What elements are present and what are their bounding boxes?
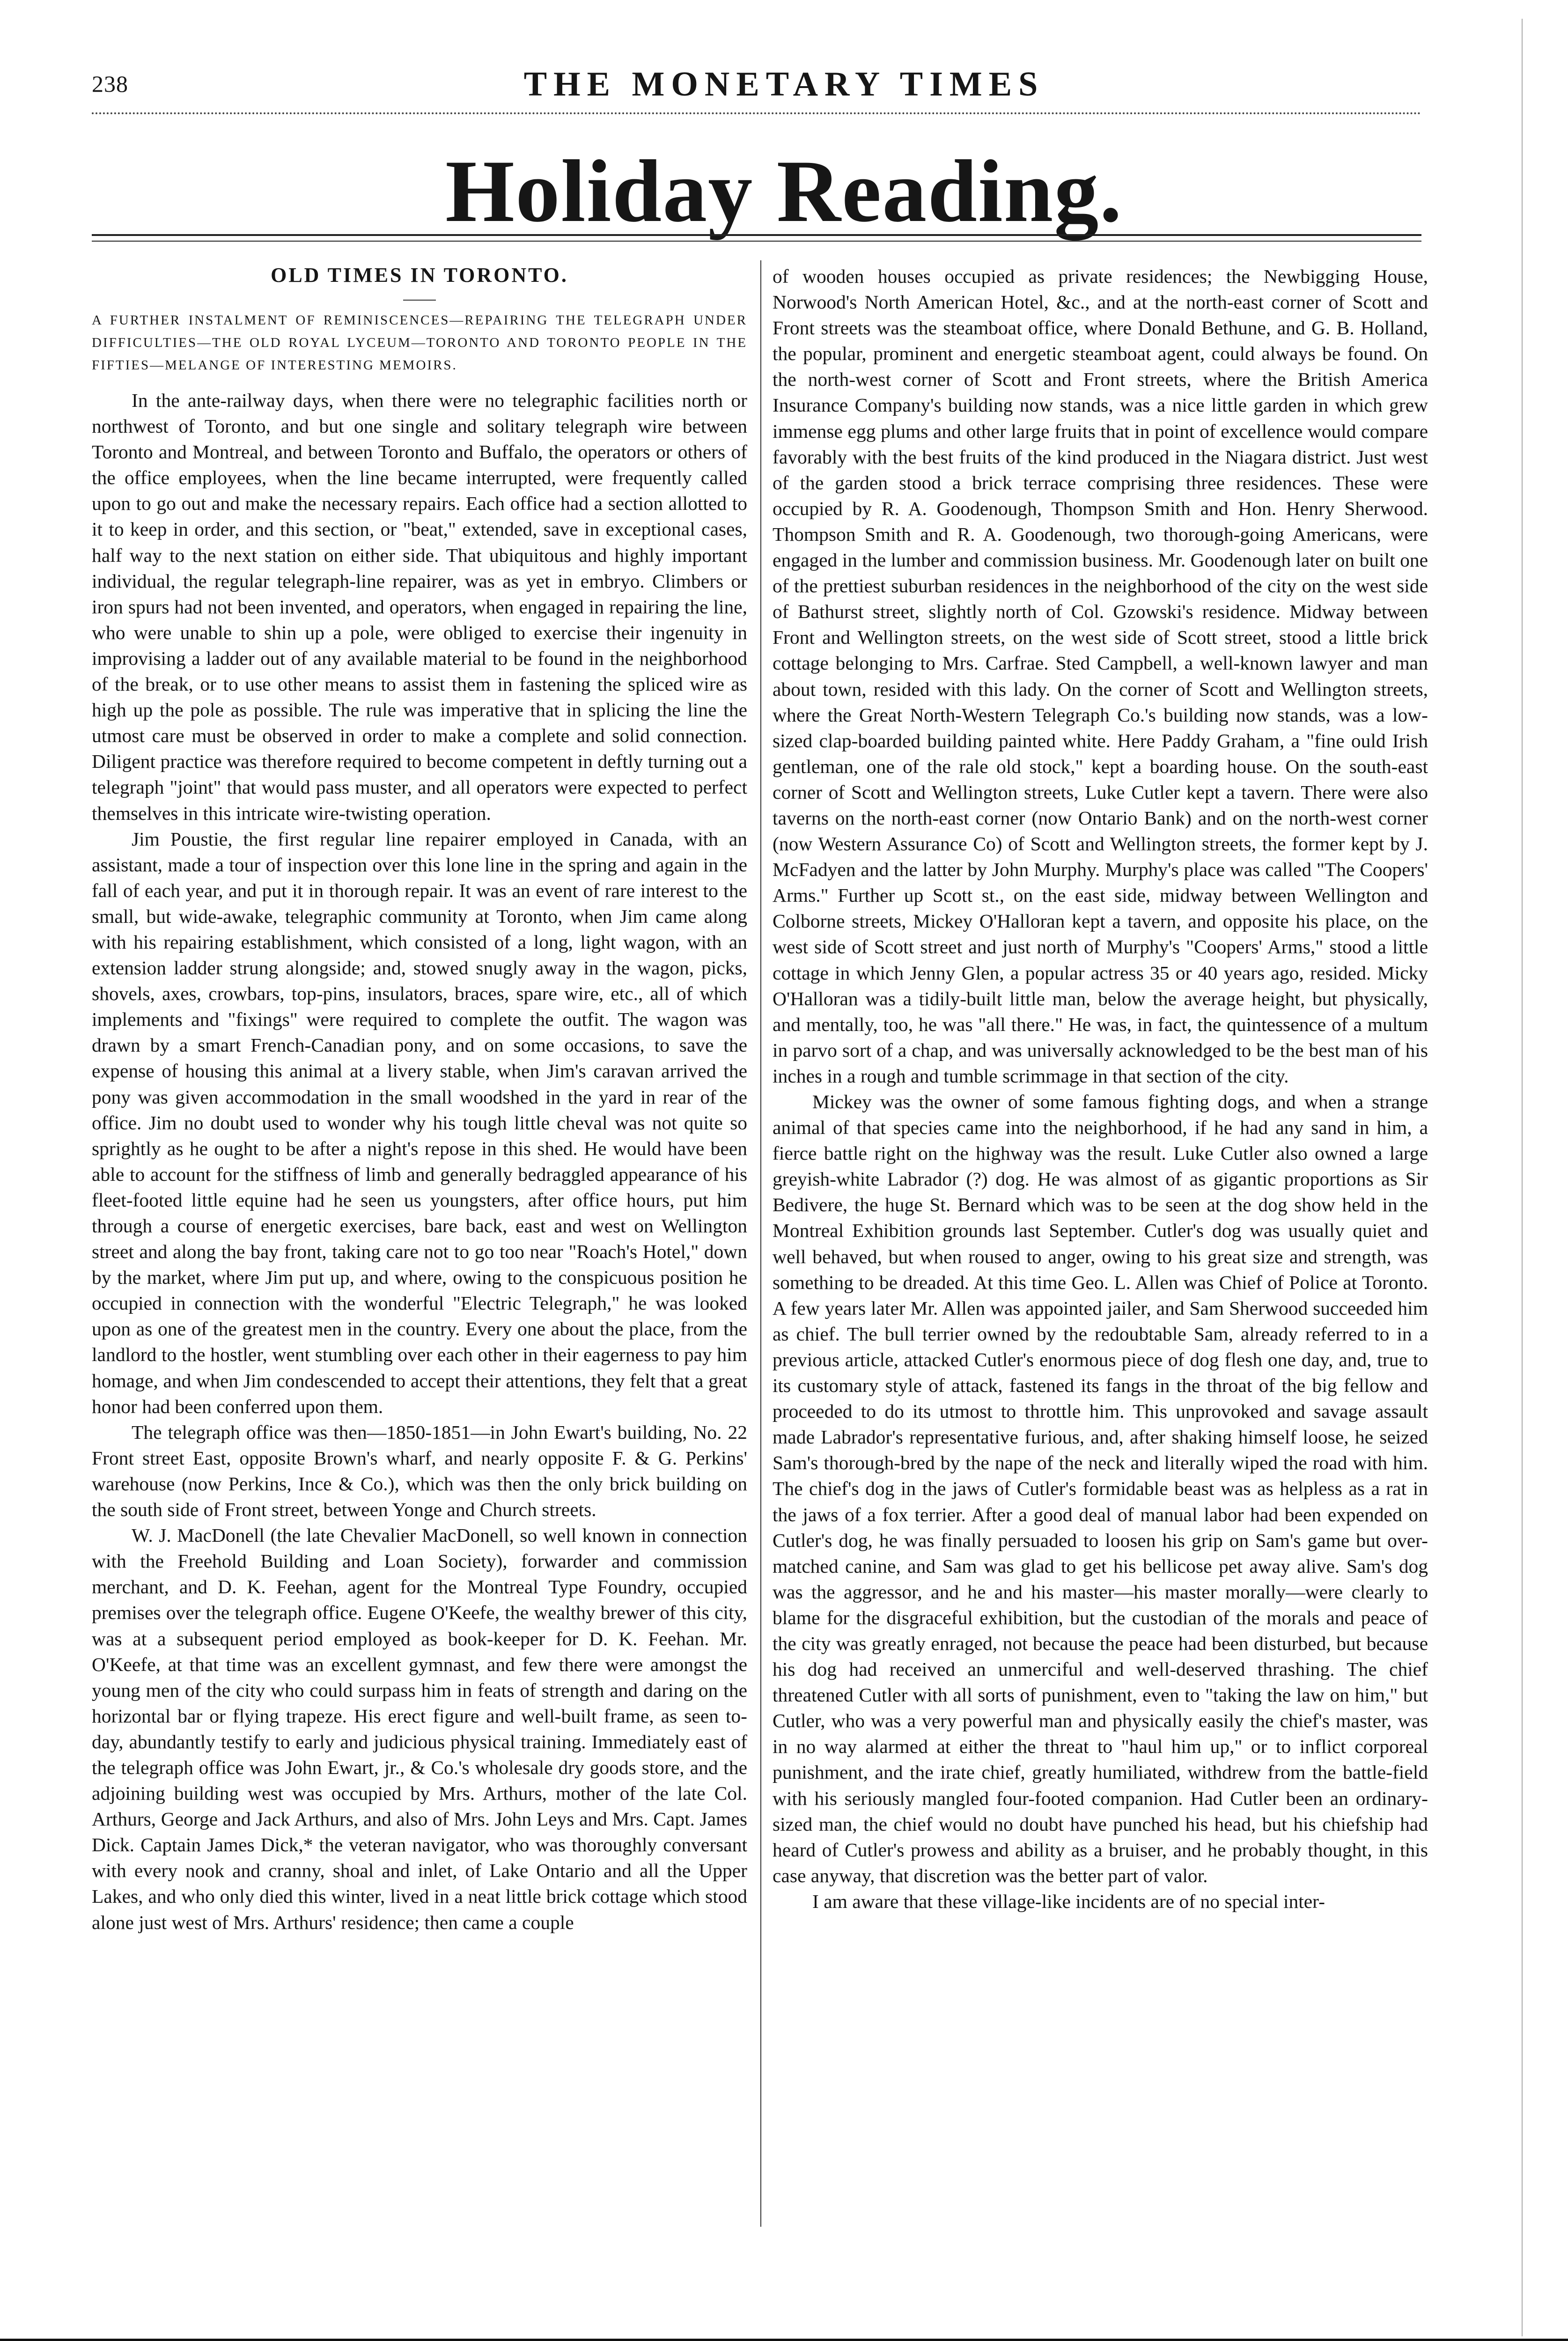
scan-border	[0, 2339, 1568, 2341]
paragraph: Jim Poustie, the first regular line repairer employed in Canada, with an assistant, made a tour of inspection over this lone line in the spring and again in the fall of each year, and put it in thorough repair. It was an event of rare interest to the small, but wide-awake, telegraphic community at Toronto, when Jim came along with his repairing establishment, which consisted of a long, light wagon, with an extension ladder strung alongside; and, stowed snugly away in the wagon, picks, shovels, axes, crowbars, top-pins, insulators, braces, spare wire, etc., all of which implements and "fixings" were required to complete the outfit. The wagon was drawn by a smart French-Canadian pony, and on some occasions, to save the expense of housing this animal at a livery stable, when Jim's caravan arrived the pony was given accommodation in the small woodshed in the yard in rear of the office. Jim no doubt used to wonder why his tough little cheval was not quite so sprightly as he ought to be after a night's repose in this shed. He would have been able to account for the stiffness of limb and generally bedraggled appearance of his fleet-footed little equine had he seen us youngsters, after office hours, put him through a course of energetic exercises, bare back, east and west on Wellington street and along the bay front, taking care not to go too near "Roach's Hotel," down by the market, where Jim put up, and where, owing to the conspicuous position he occupied in connection with the wonderful "Electric Telegraph," he was looked upon as one of the greatest men in the country. Every one about the place, from the landlord to the hostler, went stumbling over each other in their eagerness to pay him homage, and when Jim condescended to accept their attentions, they felt that a great honor had been conferred upon them.	[92, 828, 747, 1417]
paragraph: I am aware that these village-like incidents are of no special inter-	[812, 1890, 1325, 1912]
article-deck: A FURTHER INSTALMENT OF REMINISCENCES—REPAIRING THE TELEGRAPH UNDER DIFFICULTIES—THE OLD ROYAL LYCEUM—TORONTO AND TORONTO PEOPLE IN THE FIFTIES—MELANGE OF INTERESTING MEMOIRS.	[92, 313, 747, 373]
headline-rule	[92, 234, 1421, 242]
title-rule	[403, 300, 436, 301]
paragraph: The telegraph office was then—1850-1851—in John Ewart's building, No. 22 Front street East, opposite Brown's wharf, and nearly opposite F. & G. Perkins' warehouse (now Perkins, Ince & Co.), which was then the only brick building on the south side of Front street, between Yonge and Church streets.	[92, 1421, 747, 1521]
publication-title: THE MONETARY TIMES	[523, 65, 1045, 103]
paragraph: Mickey was the owner of some famous fighting dogs, and when a strange animal of that species came into the neighborhood, if he had any sand in him, a fierce battle right on the highway was the result. Luke Cutler also owned a large greyish-white Labrador (?) dog. He was almost of as gigantic proportions as Sir Bedivere, the huge St. Bernard which was to be seen at the dog show held in the Montreal Exhibition grounds last September. Cutler's dog was usually quiet and well behaved, but when roused to anger, owing to his great size and strength, was something to be dreaded. At this time Geo. L. Allen was Chief of Police at Toronto. A few years later Mr. Allen was appointed jailer, and Sam Sherwood succeeded him as chief. The bull terrier owned by the redoubtable Sam, already referred to in a previous article, attacked Cutler's enormous piece of dog flesh one day, and, true to its customary style of attack, fastened its fangs in the throat of the big fellow and proceeded to do its utmost to throttle him. This unprovoked and savage assault made Labrador's representative furious, and, after shaking himself loose, he seized Sam's thorough-bred by the nape of the neck and literally wiped the road with him. The chief's dog in the jaws of Cutler's formidable beast was as helpless as a rat in the jaws of a fox terrier. After a good deal of manual labor had been expended on Cutler's dog, he was finally persuaded to loosen his grip on Sam's game but over-matched canine, and Sam was glad to get his bellicose pet away alive. Sam's dog was the aggressor, and he and his master—his master morally—were clearly to blame for the disgraceful exhibition, but the custodian of the morals and peace of the city was greatly enraged, not because the peace had been disturbed, but because his dog had received an unmerciful and well-deserved thrashing. The chief threatened Cutler with all sorts of punishment, even to "taking the law on him," but Cutler, who was a very powerful man and physically easily the chief's master, was in no way alarmed at either the threat to "haul him up," or to inflict corporeal punishment, and the irate chief, greatly humiliated, withdrew from the battle-field with his seriously mangled four-footed companion. Had Cutler been an ordinary-sized man, the chief would no doubt have punched his head, but his chiefship had heard of Cutler's prowess and ability as a bruiser, and he probably thought, in this case anyway, that discretion was the better part of valor.	[773, 1091, 1428, 1886]
paragraph: In the ante-railway days, when there were no telegraphic facilities north or northwest of Toronto, and but one single and solitary telegraph wire between Toronto and Montreal, and between Toronto and Buffalo, the operators or others of the office employees, when the line became interrupted, were frequently called upon to go out and make the necessary repairs. Each office had a section allotted to it to keep in order, and this section, or "beat," extended, save in exceptional cases, half way to the next station on either side. That ubiquitous and highly important individual, the regular telegraph-line repairer, was as yet in embryo. Climbers or iron spurs had not been invented, and operators, when engaged in repairing the line, who were unable to shin up a pole, were obliged to exercise their ingenuity in improvising a ladder out of any available material to be found in the neighborhood of the break, or to use other means to assist them in fastening the spliced wire as high up the pole as possible. The rule was imperative that in splicing the line the utmost care must be observed in order to make a complete and solid connection. Diligent practice was therefore required to become competent in deftly turning out a telegraph "joint" that would pass muster, and all operators were expected to perfect themselves in this intricate wire-twisting operation.	[92, 390, 747, 824]
column-divider	[760, 260, 761, 2227]
article-title: OLD TIMES IN TORONTO.	[271, 264, 568, 287]
section-headline: Holiday Reading.	[445, 142, 1123, 241]
right-column	[773, 264, 1428, 1914]
header-rule	[92, 112, 1421, 114]
page-number: 238	[92, 71, 128, 97]
left-column	[92, 260, 747, 1936]
page-edge	[1522, 19, 1527, 2336]
paragraph: of wooden houses occupied as private residences; the Newbigging House, Norwood's North American Hotel, &c., and at the north-east corner of Scott and Front streets was the steamboat office, where Donald Bethune, and G. B. Holland, the popular, prominent and energetic steamboat agent, could always be found. On the north-west corner of Scott and Front streets, where the British America Insurance Company's building now stands, was a nice little garden in which grew immense egg plums and other large fruits that in point of excellence would compare favorably with the best fruits of the kind produced in the Niagara district. Just west of the garden stood a brick terrace comprising three residences. These were occupied by R. A. Goodenough, Thompson Smith and Hon. Henry Sherwood. Thompson Smith and R. A. Goodenough, two thorough-going Americans, were engaged in the lumber and commission business. Mr. Goodenough later on built one of the prettiest suburban residences in the neighborhood of the city on the west side of Bathurst street, slightly north of Col. Gzowski's residence. Midway between Front and Wellington streets, on the west side of Scott street, stood a little brick cottage belonging to Mrs. Carfrae. Sted Campbell, a well-known lawyer and man about town, resided with this lady. On the corner of Scott and Wellington streets, where the Great North-Western Telegraph Co.'s building now stands, was a low-sized clap-boarded building painted white. Here Paddy Graham, a "fine ould Irish gentleman, one of the rale old stock," kept a boarding house. On the south-east corner of Scott and Wellington streets, Luke Cutler kept a tavern. There were also taverns on the north-east corner (now Ontario Bank) and on the north-west corner (now Western Assurance Co) of Scott and Wellington streets, the former kept by J. McFadyen and the latter by John Murphy. Murphy's place was called "The Coopers' Arms." Further up Scott st., on the east side, midway between Wellington and Colborne streets, Mickey O'Halloran kept a tavern, and opposite his place, on the west side of Scott street and just north of Murphy's "Coopers' Arms," stood a little cottage in which Jenny Glen, a popular actress 35 or 40 years ago, resided. Micky O'Halloran was a tidily-built little man, below the average height, but physically, and mentally, too, he was "all there." He was, in fact, the quintessence of a multum in parvo sort of a chap, and was universally acknowledged to be the best man of his inches in a rough and tumble scrimmage in that section of the city.	[773, 265, 1428, 1087]
paragraph: W. J. MacDonell (the late Chevalier MacDonell, so well known in connection with the Freehold Building and Loan Society), forwarder and commission merchant, and D. K. Feehan, agent for the Montreal Type Foundry, occupied premises over the telegraph office. Eugene O'Keefe, the wealthy brewer of this city, was at a subsequent period employed as book-keeper for D. K. Feehan. Mr. O'Keefe, at that time was an excellent gymnast, and few there were amongst the young men of the city who could surpass him in feats of strength and daring on the horizontal bar or flying trapeze. His erect figure and well-built frame, as seen to-day, abundantly testify to early and judicious physical training. Immediately east of the telegraph office was John Ewart, jr., & Co.'s wholesale dry goods store, and the adjoining building west was occupied by Mrs. Arthurs, mother of the late Col. Arthurs, George and Jack Arthurs, and also of Mrs. John Leys and Mrs. Capt. James Dick. Captain James Dick,* the veteran navigator, who was thoroughly conversant with every nook and cranny, shoal and inlet, of Lake Ontario and all the Upper Lakes, and who only died this winter, lived in a neat little brick cottage which stood alone just west of Mrs. Arthurs' residence; then came a couple	[92, 1524, 747, 1933]
